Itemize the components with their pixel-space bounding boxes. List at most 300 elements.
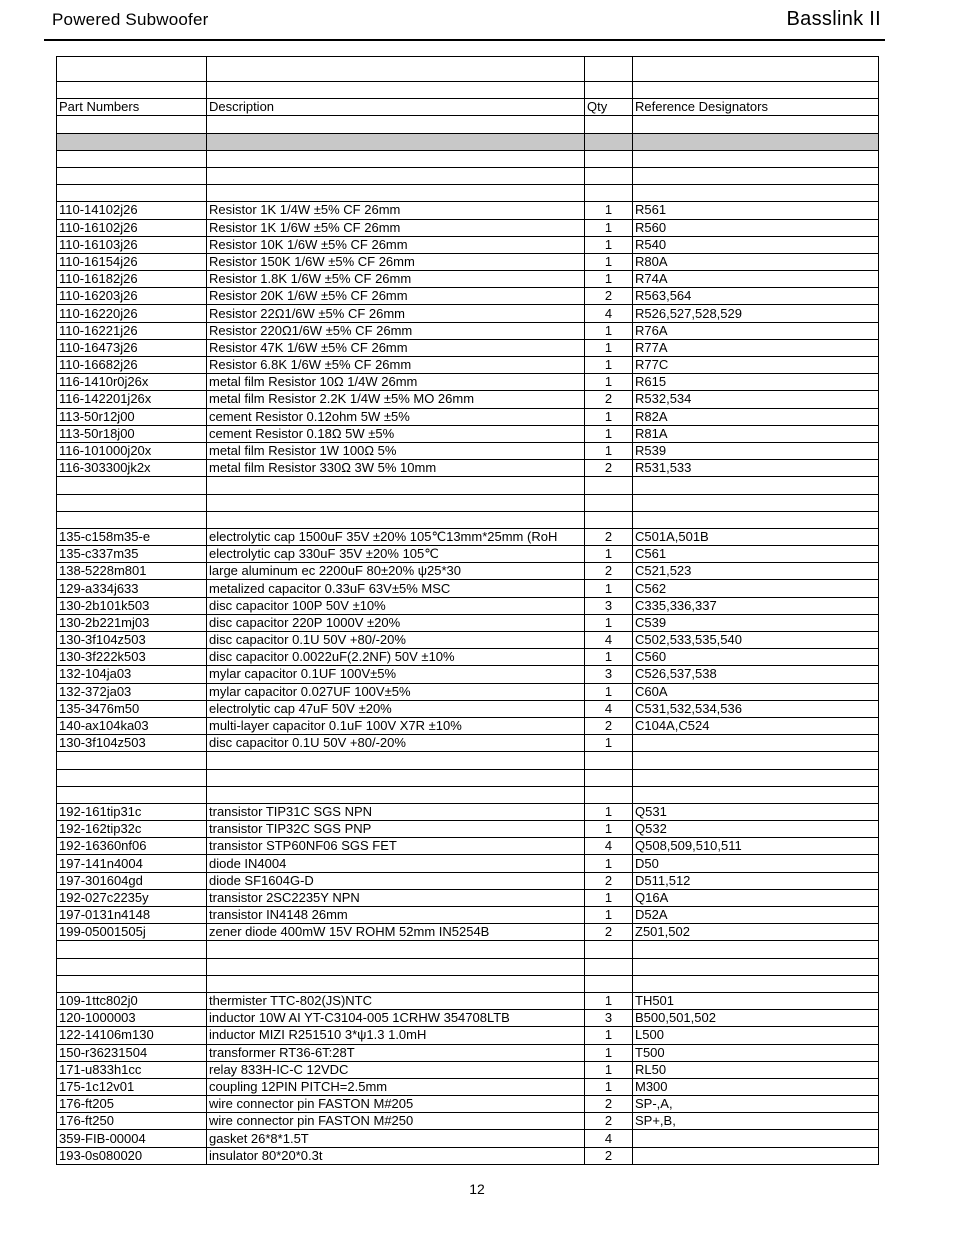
table-row	[57, 958, 879, 975]
description-cell: disc capacitor 220P 1000V ±20%	[207, 614, 585, 631]
table-row	[57, 167, 879, 184]
qty-cell: 3	[585, 597, 633, 614]
qty-cell: 1	[585, 271, 633, 288]
description-cell	[207, 57, 585, 82]
reference-designators-cell: R77C	[633, 357, 879, 374]
reference-designators-cell	[633, 57, 879, 82]
description-cell: inductor MIZI R251510 3*ψ1.3 1.0mH	[207, 1027, 585, 1044]
table-row	[57, 236, 879, 253]
description-cell: disc capacitor 0.1U 50V +80/-20%	[207, 632, 585, 649]
part-number-cell: 130-3f104z503	[57, 632, 207, 649]
qty-cell: 1	[585, 253, 633, 270]
part-number-cell: 359-FIB-00004	[57, 1130, 207, 1147]
qty-cell: 1	[585, 1044, 633, 1061]
qty-cell: 1	[585, 357, 633, 374]
qty-cell: 1	[585, 614, 633, 631]
description-cell: metal film Resistor 1W 100Ω 5%	[207, 442, 585, 459]
reference-designators-cell: Q532	[633, 821, 879, 838]
table-row	[57, 924, 879, 941]
part-number-cell: 110-16221j26	[57, 322, 207, 339]
reference-designators-cell	[633, 941, 879, 958]
qty-cell	[585, 511, 633, 528]
qty-cell: 1	[585, 683, 633, 700]
description-cell: Resistor 150K 1/6W ±5% CF 26mm	[207, 253, 585, 270]
part-number-cell	[57, 975, 207, 992]
reference-designators-cell	[633, 769, 879, 786]
qty-cell: 2	[585, 1147, 633, 1164]
qty-cell: 2	[585, 460, 633, 477]
part-number-cell	[57, 82, 207, 99]
qty-cell: 3	[585, 1010, 633, 1027]
description-cell: metal film Resistor 2.2K 1/4W ±5% MO 26mm	[207, 391, 585, 408]
parts-list-table	[56, 56, 879, 1165]
table-row	[57, 889, 879, 906]
table-row	[57, 803, 879, 820]
part-number-cell: 120-1000003	[57, 1010, 207, 1027]
qty-cell	[585, 786, 633, 803]
qty-cell: 2	[585, 563, 633, 580]
reference-designators-cell	[633, 958, 879, 975]
description-cell	[207, 150, 585, 167]
reference-designators-cell: C501A,501B	[633, 528, 879, 545]
description-cell: electrolytic cap 330uF 35V ±20% 105℃	[207, 546, 585, 563]
table-row	[57, 339, 879, 356]
table-row	[57, 271, 879, 288]
table-row	[57, 322, 879, 339]
qty-cell: 1	[585, 907, 633, 924]
description-cell: Resistor 1.8K 1/6W ±5% CF 26mm	[207, 271, 585, 288]
part-number-cell: 110-16103j26	[57, 236, 207, 253]
qty-cell	[585, 769, 633, 786]
qty-cell	[585, 116, 633, 133]
table-row	[57, 855, 879, 872]
table-row	[57, 735, 879, 752]
description-cell: disc capacitor 0.0022uF(2.2NF) 50V ±10%	[207, 649, 585, 666]
table-header-row	[57, 99, 879, 116]
reference-designators-cell	[633, 735, 879, 752]
table-row	[57, 82, 879, 99]
table-row	[57, 683, 879, 700]
reference-designators-cell: C539	[633, 614, 879, 631]
description-cell: Resistor 6.8K 1/6W ±5% CF 26mm	[207, 357, 585, 374]
description-cell: relay 833H-IC-C 12VDC	[207, 1061, 585, 1078]
reference-designators-cell: D50	[633, 855, 879, 872]
qty-cell: 3	[585, 666, 633, 683]
part-number-cell	[57, 167, 207, 184]
part-number-cell: 130-3f104z503	[57, 735, 207, 752]
qty-cell: 1	[585, 992, 633, 1009]
reference-designators-cell: C531,532,534,536	[633, 700, 879, 717]
qty-cell: 2	[585, 717, 633, 734]
description-cell	[207, 185, 585, 202]
reference-designators-cell: C526,537,538	[633, 666, 879, 683]
table-row	[57, 442, 879, 459]
qty-cell: 1	[585, 236, 633, 253]
part-number-cell: 197-0131n4148	[57, 907, 207, 924]
table-row	[57, 597, 879, 614]
description-cell	[207, 769, 585, 786]
qty-cell: 1	[585, 889, 633, 906]
part-number-cell: 110-14102j26	[57, 202, 207, 219]
reference-designators-cell: RL50	[633, 1061, 879, 1078]
reference-designators-cell: R531,533	[633, 460, 879, 477]
description-cell	[207, 82, 585, 99]
part-number-cell: 113-50r18j00	[57, 425, 207, 442]
reference-designators-cell: SP-,A,	[633, 1096, 879, 1113]
table-row	[57, 786, 879, 803]
part-number-cell: 171-u833h1cc	[57, 1061, 207, 1078]
part-number-cell: 110-16682j26	[57, 357, 207, 374]
table-row	[57, 305, 879, 322]
part-number-cell	[57, 477, 207, 494]
part-number-cell	[57, 116, 207, 133]
table-row	[57, 769, 879, 786]
reference-designators-cell: D511,512	[633, 872, 879, 889]
description-cell: transistor IN4148 26mm	[207, 907, 585, 924]
table-row	[57, 1010, 879, 1027]
description-cell	[207, 786, 585, 803]
part-number-cell: 116-303300jk2x	[57, 460, 207, 477]
qty-cell: 1	[585, 202, 633, 219]
parts-list-body	[57, 57, 879, 1165]
part-number-cell: 135-c337m35	[57, 546, 207, 563]
qty-cell: 1	[585, 425, 633, 442]
part-number-cell: 110-16154j26	[57, 253, 207, 270]
reference-designators-cell: Q16A	[633, 889, 879, 906]
table-row	[57, 253, 879, 270]
table-row	[57, 821, 879, 838]
table-row	[57, 975, 879, 992]
qty-cell	[585, 975, 633, 992]
reference-designators-cell: M300	[633, 1078, 879, 1095]
part-number-cell: 192-027c2235y	[57, 889, 207, 906]
description-cell: Resistor 1K 1/4W ±5% CF 26mm	[207, 202, 585, 219]
qty-cell: 1	[585, 322, 633, 339]
description-cell: Resistor 47K 1/6W ±5% CF 26mm	[207, 339, 585, 356]
qty-cell: 1	[585, 442, 633, 459]
table-row	[57, 563, 879, 580]
description-cell: gasket 26*8*1.5T	[207, 1130, 585, 1147]
description-cell: metalized capacitor 0.33uF 63V±5% MSC	[207, 580, 585, 597]
part-number-cell: 130-2b101k503	[57, 597, 207, 614]
table-row	[57, 202, 879, 219]
table-row	[57, 408, 879, 425]
description-cell: disc capacitor 100P 50V ±10%	[207, 597, 585, 614]
qty-cell: 1	[585, 735, 633, 752]
reference-designators-cell: R80A	[633, 253, 879, 270]
part-number-cell: 116-142201j26x	[57, 391, 207, 408]
part-number-cell: 130-2b221mj03	[57, 614, 207, 631]
reference-designators-cell: C562	[633, 580, 879, 597]
part-number-cell: 140-ax104ka03	[57, 717, 207, 734]
description-cell: Resistor 20K 1/6W ±5% CF 26mm	[207, 288, 585, 305]
reference-designators-cell: C335,336,337	[633, 597, 879, 614]
qty-cell: 4	[585, 838, 633, 855]
table-row	[57, 907, 879, 924]
qty-cell: 2	[585, 528, 633, 545]
table-row	[57, 1147, 879, 1164]
reference-designators-cell: Q531	[633, 803, 879, 820]
table-row	[57, 288, 879, 305]
part-number-cell: 192-162tip32c	[57, 821, 207, 838]
table-row	[57, 460, 879, 477]
qty-cell	[585, 958, 633, 975]
part-number-cell: 197-141n4004	[57, 855, 207, 872]
table-row	[57, 1096, 879, 1113]
part-number-cell: 192-161tip31c	[57, 803, 207, 820]
description-cell: thermister TTC-802(JS)NTC	[207, 992, 585, 1009]
qty-cell: 4	[585, 632, 633, 649]
reference-designators-cell: R532,534	[633, 391, 879, 408]
part-number-cell: 150-r36231504	[57, 1044, 207, 1061]
qty-cell: 1	[585, 339, 633, 356]
description-cell: large aluminum ec 2200uF 80±20% ψ25*30	[207, 563, 585, 580]
reference-designators-cell: R526,527,528,529	[633, 305, 879, 322]
part-number-cell: 116-101000j20x	[57, 442, 207, 459]
part-number-cell: 193-0s080020	[57, 1147, 207, 1164]
description-cell: Resistor 220Ω1/6W ±5% CF 26mm	[207, 322, 585, 339]
header-divider	[44, 39, 885, 41]
part-number-cell: 110-16203j26	[57, 288, 207, 305]
part-number-cell: 110-16102j26	[57, 219, 207, 236]
part-number-cell: 197-301604gd	[57, 872, 207, 889]
part-number-cell: 116-1410r0j26x	[57, 374, 207, 391]
table-row	[57, 1113, 879, 1130]
reference-designators-cell: R615	[633, 374, 879, 391]
part-number-cell: 110-16220j26	[57, 305, 207, 322]
table-row	[57, 150, 879, 167]
description-cell: diode SF1604G-D	[207, 872, 585, 889]
description-cell	[207, 511, 585, 528]
qty-cell: 1	[585, 580, 633, 597]
reference-designators-cell: D52A	[633, 907, 879, 924]
reference-designators-cell: TH501	[633, 992, 879, 1009]
reference-designators-cell: R560	[633, 219, 879, 236]
reference-designators-cell: C60A	[633, 683, 879, 700]
description-cell: cement Resistor 0.12ohm 5W ±5%	[207, 408, 585, 425]
part-number-cell	[57, 786, 207, 803]
table-row	[57, 992, 879, 1009]
column-header: Description	[207, 99, 585, 116]
qty-cell: 1	[585, 219, 633, 236]
reference-designators-cell	[633, 511, 879, 528]
part-number-cell	[57, 133, 207, 150]
reference-designators-cell	[633, 494, 879, 511]
reference-designators-cell: C560	[633, 649, 879, 666]
reference-designators-cell: T500	[633, 1044, 879, 1061]
reference-designators-cell	[633, 133, 879, 150]
part-number-cell: 176-ft250	[57, 1113, 207, 1130]
part-number-cell: 122-14106m130	[57, 1027, 207, 1044]
table-row	[57, 494, 879, 511]
table-row	[57, 425, 879, 442]
table-row	[57, 717, 879, 734]
part-number-cell	[57, 769, 207, 786]
reference-designators-cell	[633, 477, 879, 494]
part-number-cell	[57, 150, 207, 167]
part-number-cell	[57, 494, 207, 511]
reference-designators-cell: SP+,B,	[633, 1113, 879, 1130]
description-cell: electrolytic cap 47uF 50V ±20%	[207, 700, 585, 717]
reference-designators-cell: R539	[633, 442, 879, 459]
table-row	[57, 374, 879, 391]
part-number-cell: 109-1ttc802j0	[57, 992, 207, 1009]
part-number-cell	[57, 57, 207, 82]
part-number-cell: 135-3476m50	[57, 700, 207, 717]
qty-cell	[585, 494, 633, 511]
reference-designators-cell	[633, 82, 879, 99]
qty-cell: 2	[585, 924, 633, 941]
description-cell	[207, 477, 585, 494]
qty-cell	[585, 167, 633, 184]
description-cell: zener diode 400mW 15V ROHM 52mm IN5254B	[207, 924, 585, 941]
description-cell: transformer RT36-6T:28T	[207, 1044, 585, 1061]
table-row	[57, 133, 879, 150]
reference-designators-cell: B500,501,502	[633, 1010, 879, 1027]
qty-cell: 1	[585, 855, 633, 872]
reference-designators-cell	[633, 150, 879, 167]
reference-designators-cell	[633, 1130, 879, 1147]
qty-cell: 2	[585, 1096, 633, 1113]
qty-cell: 1	[585, 546, 633, 563]
table-row	[57, 57, 879, 82]
reference-designators-cell	[633, 116, 879, 133]
reference-designators-cell	[633, 975, 879, 992]
description-cell: coupling 12PIN PITCH=2.5mm	[207, 1078, 585, 1095]
reference-designators-cell: R563,564	[633, 288, 879, 305]
reference-designators-cell: Q508,509,510,511	[633, 838, 879, 855]
qty-cell: 4	[585, 1130, 633, 1147]
description-cell	[207, 133, 585, 150]
table-row	[57, 1027, 879, 1044]
part-number-cell: 113-50r12j00	[57, 408, 207, 425]
description-cell: cement Resistor 0.18Ω 5W ±5%	[207, 425, 585, 442]
qty-cell: 1	[585, 803, 633, 820]
part-number-cell	[57, 185, 207, 202]
part-number-cell	[57, 958, 207, 975]
reference-designators-cell: R77A	[633, 339, 879, 356]
qty-cell: 1	[585, 374, 633, 391]
reference-designators-cell: Z501,502	[633, 924, 879, 941]
description-cell	[207, 958, 585, 975]
description-cell: multi-layer capacitor 0.1uF 100V X7R ±10%	[207, 717, 585, 734]
table-row	[57, 391, 879, 408]
part-number-cell: 175-1c12v01	[57, 1078, 207, 1095]
table-row	[57, 357, 879, 374]
description-cell: metal film Resistor 10Ω 1/4W 26mm	[207, 374, 585, 391]
table-row	[57, 838, 879, 855]
description-cell	[207, 941, 585, 958]
qty-cell	[585, 57, 633, 82]
table-row	[57, 941, 879, 958]
table-row	[57, 1078, 879, 1095]
description-cell: metal film Resistor 330Ω 3W 5% 10mm	[207, 460, 585, 477]
description-cell: Resistor 10K 1/6W ±5% CF 26mm	[207, 236, 585, 253]
qty-cell	[585, 941, 633, 958]
table-row	[57, 511, 879, 528]
description-cell: mylar capacitor 0.1UF 100V±5%	[207, 666, 585, 683]
qty-cell: 2	[585, 1113, 633, 1130]
description-cell	[207, 975, 585, 992]
part-number-cell: 138-5228m801	[57, 563, 207, 580]
table-row	[57, 700, 879, 717]
table-row	[57, 185, 879, 202]
description-cell: diode IN4004	[207, 855, 585, 872]
description-cell: transistor STP60NF06 SGS FET	[207, 838, 585, 855]
table-row	[57, 1061, 879, 1078]
qty-cell: 1	[585, 408, 633, 425]
document-header-title: Powered Subwoofer	[52, 10, 209, 29]
description-cell	[207, 752, 585, 769]
column-header: Part Numbers	[57, 99, 207, 116]
table-row	[57, 872, 879, 889]
description-cell: Resistor 22Ω1/6W ±5% CF 26mm	[207, 305, 585, 322]
qty-cell	[585, 133, 633, 150]
part-number-cell: 132-104ja03	[57, 666, 207, 683]
part-number-cell: 192-16360nf06	[57, 838, 207, 855]
reference-designators-cell: R540	[633, 236, 879, 253]
part-number-cell	[57, 511, 207, 528]
reference-designators-cell: R561	[633, 202, 879, 219]
description-cell: mylar capacitor 0.027UF 100V±5%	[207, 683, 585, 700]
part-number-cell: 130-3f222k503	[57, 649, 207, 666]
table-row	[57, 666, 879, 683]
reference-designators-cell	[633, 786, 879, 803]
document-header-model: Basslink II	[786, 8, 881, 30]
column-header: Qty	[585, 99, 633, 116]
reference-designators-cell	[633, 185, 879, 202]
qty-cell: 1	[585, 649, 633, 666]
reference-designators-cell: R74A	[633, 271, 879, 288]
description-cell: electrolytic cap 1500uF 35V ±20% 105℃13mm*25mm (RoH	[207, 528, 585, 545]
reference-designators-cell: C502,533,535,540	[633, 632, 879, 649]
table-row	[57, 580, 879, 597]
description-cell: insulator 80*20*0.3t	[207, 1147, 585, 1164]
qty-cell	[585, 185, 633, 202]
reference-designators-cell: R81A	[633, 425, 879, 442]
table-row	[57, 546, 879, 563]
description-cell: transistor TIP31C SGS NPN	[207, 803, 585, 820]
reference-designators-cell	[633, 1147, 879, 1164]
reference-designators-cell: R76A	[633, 322, 879, 339]
part-number-cell: 132-372ja03	[57, 683, 207, 700]
reference-designators-cell: C521,523	[633, 563, 879, 580]
reference-designators-cell: C561	[633, 546, 879, 563]
qty-cell	[585, 752, 633, 769]
reference-designators-cell	[633, 167, 879, 184]
description-cell: transistor 2SC2235Y NPN	[207, 889, 585, 906]
part-number-cell: 110-16473j26	[57, 339, 207, 356]
description-cell	[207, 167, 585, 184]
description-cell: wire connector pin FASTON M#250	[207, 1113, 585, 1130]
table-row	[57, 1130, 879, 1147]
column-header: Reference Designators	[633, 99, 879, 116]
description-cell: inductor 10W AI YT-C3104-005 1CRHW 354708LTB	[207, 1010, 585, 1027]
reference-designators-cell	[633, 752, 879, 769]
reference-designators-cell: L500	[633, 1027, 879, 1044]
part-number-cell: 129-a334j633	[57, 580, 207, 597]
part-number-cell: 199-05001505j	[57, 924, 207, 941]
reference-designators-cell: C104A,C524	[633, 717, 879, 734]
part-number-cell	[57, 941, 207, 958]
qty-cell: 2	[585, 391, 633, 408]
qty-cell: 2	[585, 872, 633, 889]
reference-designators-cell: R82A	[633, 408, 879, 425]
part-number-cell: 135-c158m35-e	[57, 528, 207, 545]
page-number: 12	[469, 1181, 485, 1197]
qty-cell	[585, 150, 633, 167]
qty-cell: 1	[585, 1061, 633, 1078]
